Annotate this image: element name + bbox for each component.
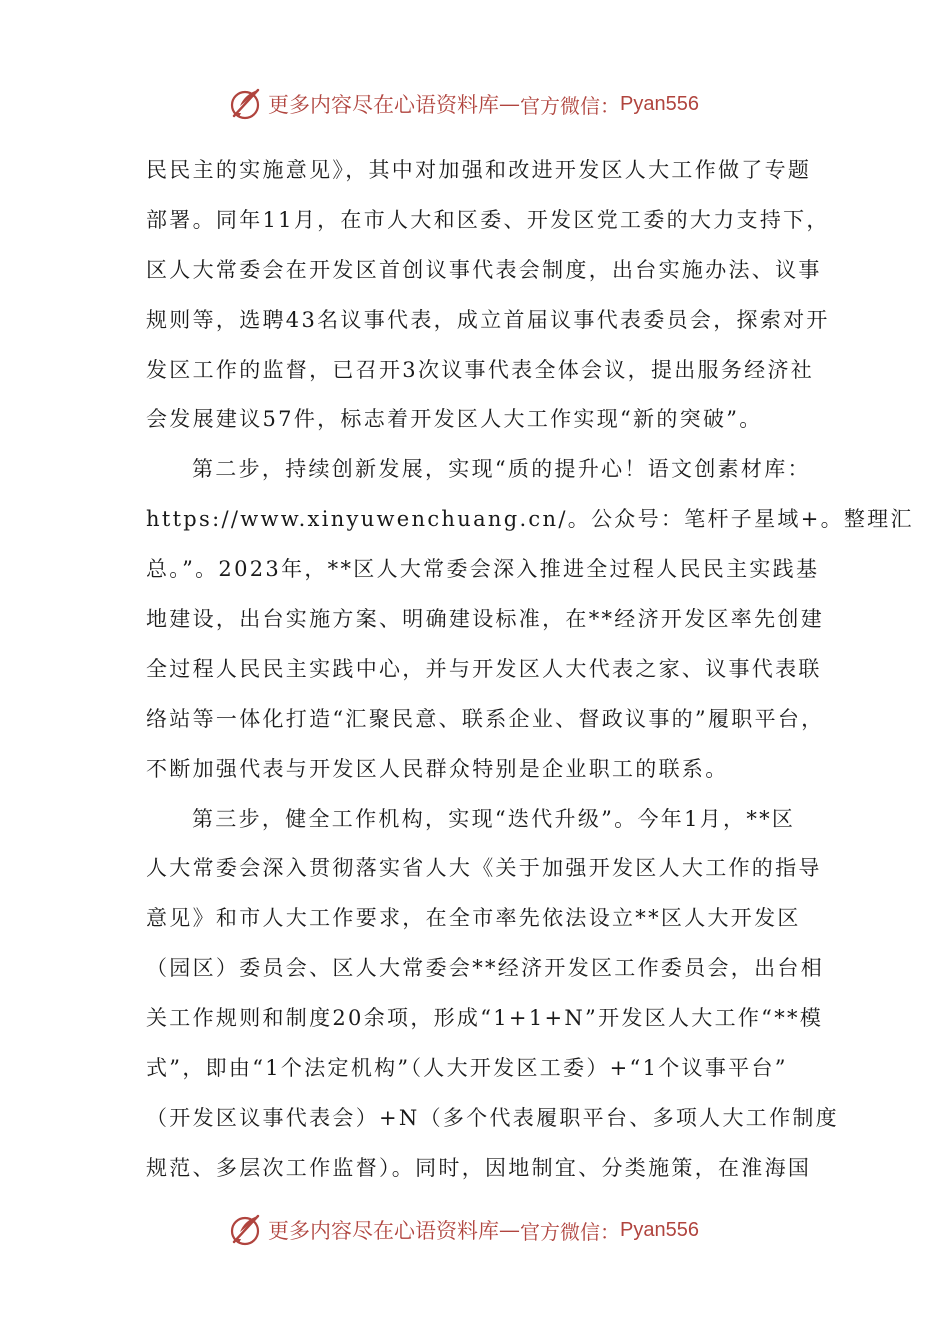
quill-logo-icon [228, 86, 264, 122]
text-line: 发区工作的监督，已召开3次议事代表全体会议，提出服务经济社 [146, 357, 815, 382]
footer-banner [228, 1210, 699, 1250]
banner-main-text: 更多内容尽在心语资料库 [268, 93, 499, 117]
text-line: 部署。同年11月，在市人大和区委、开发区党工委的大力支持下， [146, 207, 830, 232]
text-line: 第三步，健全工作机构，实现“迭代升级”。今年1月，**区 [192, 806, 796, 831]
text-line: 规则等，选聘43名议事代表，成立首届议事代表委员会，探索对开 [146, 307, 830, 332]
body-text [146, 146, 914, 1194]
text-line: 意见》和市人大工作要求，在全市率先依法设立**区人大开发区 [146, 906, 801, 931]
text-line: 络站等一体化打造“汇聚民意、联系企业、督政议事的”履职平台， [146, 706, 825, 731]
header-banner [228, 84, 699, 124]
text-line: 人大常委会深入贯彻落实省人大《关于加强开发区人大工作的指导 [146, 856, 822, 881]
text-line: 式”，即由“1个法定机构”（人大开发区工委）+“1个议事平台” [146, 1056, 788, 1081]
text-line: 会发展建议57件，标志着开发区人大工作实现“新的突破”。 [146, 407, 763, 432]
text-line: 规范、多层次工作监督）。同时，因地制宜、分类施策，在淮海国 [146, 1155, 812, 1180]
banner-main-text: 更多内容尽在心语资料库 [268, 1219, 499, 1243]
text-line: 地建设，出台实施方案、明确建设标准，在**经济开发区率先创建 [146, 607, 824, 632]
banner-wechat-label: 官方微信： [520, 93, 620, 118]
text-line: 关工作规则和制度20余项，形成“1+1+N”开发区人大工作“**模 [146, 1006, 824, 1031]
banner-wechat-label: 官方微信： [520, 1219, 620, 1244]
quill-logo-icon [228, 1212, 264, 1248]
banner-dash: — [499, 92, 520, 116]
text-line: 民民主的实施意见》，其中对加强和改进开发区人大工作做了专题 [146, 158, 812, 182]
text-line: （园区）委员会、区人大常委会**经济开发区工作委员会，出台相 [146, 956, 824, 981]
text-line: 总。”。2023年，**区人大常委会深入推进全过程人民民主实践基 [146, 557, 820, 582]
text-line: 第二步，持续创新发展，实现“质的提升心！语文创素材库： [192, 457, 811, 482]
banner-dash: — [499, 1218, 520, 1242]
banner-wechat-id: Pyan556 [620, 1218, 699, 1241]
text-line: （开发区议事代表会）+N（多个代表履职平台、多项人大工作制度 [146, 1105, 839, 1130]
text-line: 不断加强代表与开发区人民群众特别是企业职工的联系。 [146, 756, 729, 781]
text-line: https://www.xinyuwenchuang.cn/。公众号：笔杆子星域+。整理汇 [146, 507, 914, 532]
banner-wechat-id: Pyan556 [620, 92, 699, 115]
text-line: 区人大常委会在开发区首创议事代表会制度，出台实施办法、议事 [146, 257, 822, 282]
text-line: 全过程人民民主实践中心，并与开发区人大代表之家、议事代表联 [146, 656, 822, 681]
